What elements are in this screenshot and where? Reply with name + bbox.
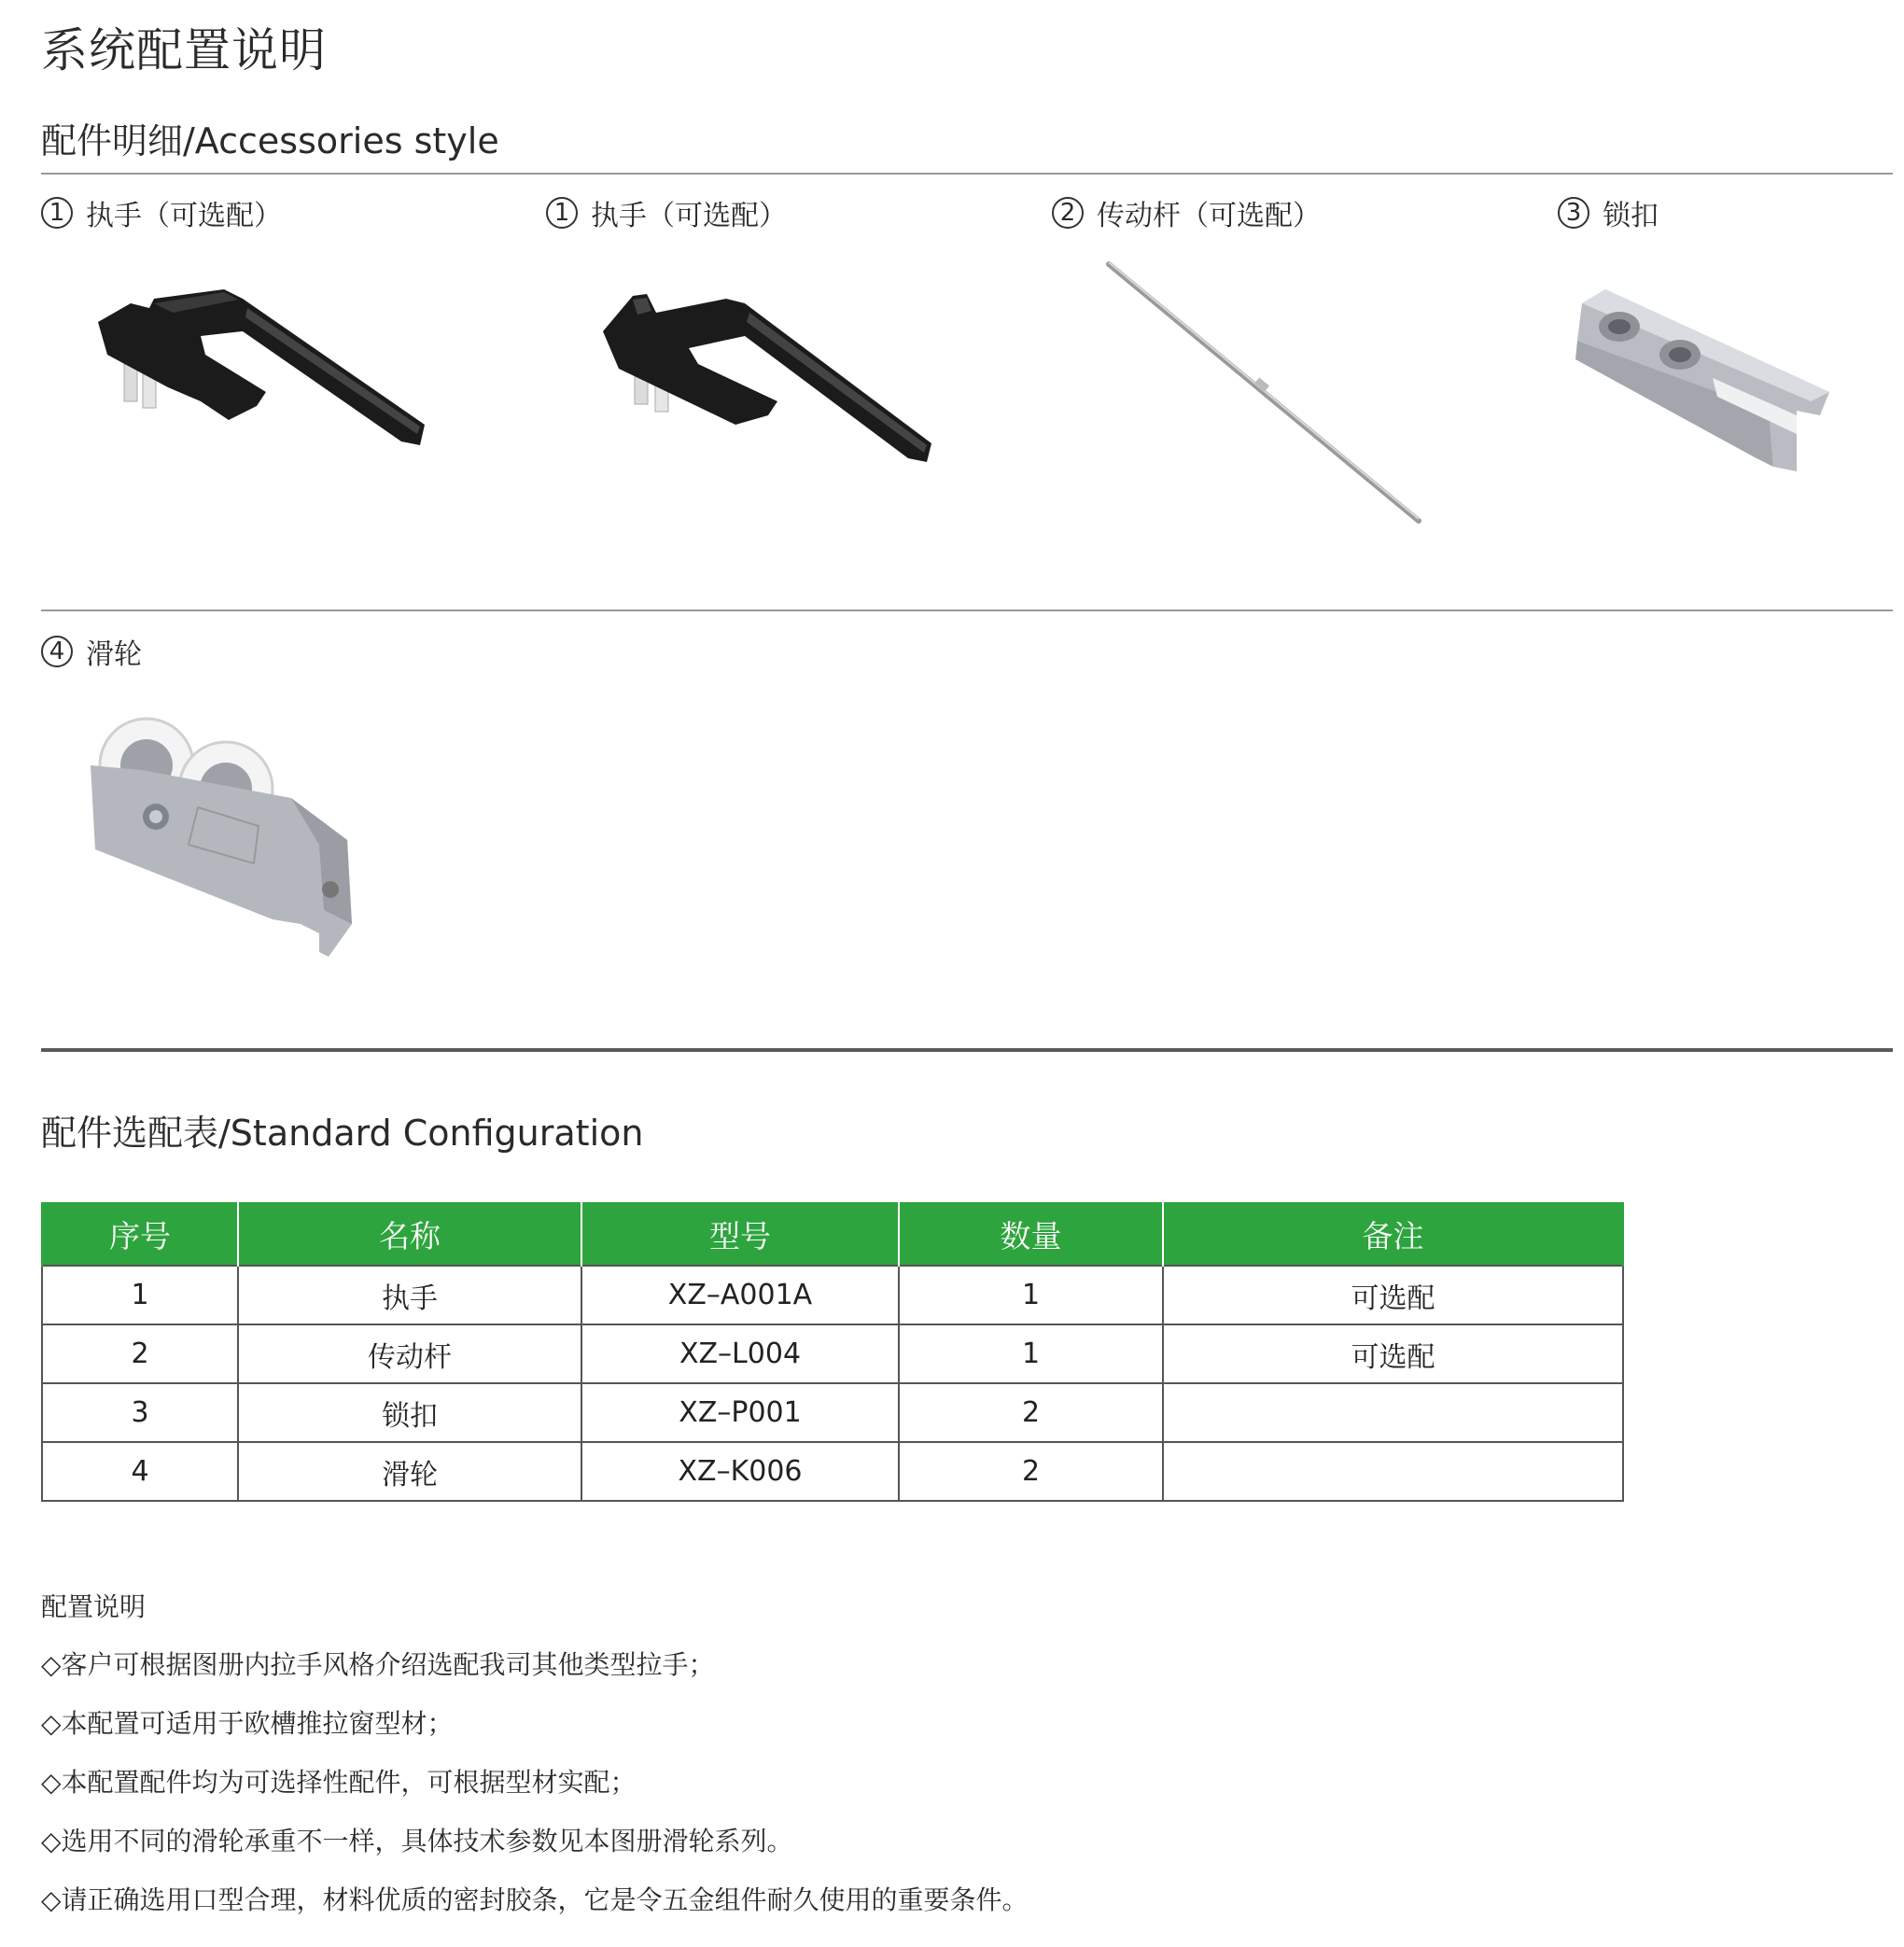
number-badge: 2 <box>1052 197 1084 229</box>
column-header-name: 名称 <box>238 1203 581 1267</box>
cell-name: 滑轮 <box>238 1442 581 1501</box>
number-badge: 4 <box>41 636 73 667</box>
cell-remarks: 可选配 <box>1163 1266 1623 1324</box>
pulley-image <box>86 714 357 966</box>
cell-index: 4 <box>42 1442 238 1501</box>
cell-quantity: 1 <box>899 1324 1163 1383</box>
divider <box>41 173 1893 175</box>
cell-remarks <box>1163 1383 1623 1442</box>
cell-name: 传动杆 <box>238 1324 581 1383</box>
cell-remarks <box>1163 1442 1623 1501</box>
accessory-label-handle-2 <box>546 192 787 233</box>
cell-quantity: 2 <box>899 1442 1163 1501</box>
column-header-model: 型号 <box>581 1203 899 1267</box>
number-badge: 3 <box>1558 197 1589 229</box>
accessory-label-handle-1 <box>41 192 282 233</box>
cell-model: XZ–A001A <box>581 1266 899 1324</box>
number-badge: 1 <box>41 197 73 229</box>
note-item: ◇请正确选用口型合理，材料优质的密封胶条，它是令五金组件耐久使用的重要条件。 <box>41 1884 1029 1915</box>
notes-title: 配置说明 <box>41 1591 147 1622</box>
table-row <box>42 1442 1623 1501</box>
accessory-name: 执手（可选配） <box>591 200 787 232</box>
cell-quantity: 1 <box>899 1266 1163 1324</box>
accessory-label-keeper <box>1558 192 1659 233</box>
column-header-index: 序号 <box>42 1203 238 1267</box>
cell-remarks: 可选配 <box>1163 1324 1623 1383</box>
note-item: ◇本配置配件均为可选择性配件，可根据型材实配； <box>41 1767 637 1798</box>
note-item: ◇本配置可适用于欧槽推拉窗型材； <box>41 1708 454 1739</box>
cell-model: XZ–P001 <box>581 1383 899 1442</box>
accessories-heading: 配件明细/Accessories style <box>41 120 499 161</box>
column-header-quantity: 数量 <box>899 1203 1163 1267</box>
cell-index: 2 <box>42 1324 238 1383</box>
accessory-name: 传动杆（可选配） <box>1097 200 1321 232</box>
table-row <box>42 1383 1623 1442</box>
lock-keeper-image <box>1568 285 1839 481</box>
configuration-heading: 配件选配表/Standard Configuration <box>41 1113 644 1154</box>
handle-image <box>89 285 443 471</box>
table-row <box>42 1324 1623 1383</box>
page-title: 系统配置说明 <box>41 23 327 77</box>
divider <box>41 609 1893 611</box>
note-item: ◇客户可根据图册内拉手风格介绍选配我司其他类型拉手； <box>41 1649 715 1680</box>
cell-name: 执手 <box>238 1266 581 1324</box>
accessory-label-rod <box>1052 192 1321 233</box>
cell-index: 1 <box>42 1266 238 1324</box>
accessory-label-pulley <box>41 631 142 672</box>
cell-index: 3 <box>42 1383 238 1442</box>
configuration-table <box>41 1202 1624 1502</box>
accessory-name: 执手（可选配） <box>86 200 282 232</box>
accessory-name: 锁扣 <box>1603 200 1659 232</box>
note-item: ◇选用不同的滑轮承重不一样，具体技术参数见本图册滑轮系列。 <box>41 1826 793 1856</box>
table-header-row <box>42 1203 1623 1267</box>
cell-model: XZ–L004 <box>581 1324 899 1383</box>
transmission-rod-image <box>1101 259 1423 530</box>
number-badge: 1 <box>546 197 578 229</box>
cell-name: 锁扣 <box>238 1383 581 1442</box>
cell-model: XZ–K006 <box>581 1442 899 1501</box>
column-header-remarks: 备注 <box>1163 1203 1623 1267</box>
cell-quantity: 2 <box>899 1383 1163 1442</box>
accessory-name: 滑轮 <box>86 638 142 671</box>
handle-image <box>595 285 950 471</box>
section-divider <box>41 1048 1893 1052</box>
table-row <box>42 1266 1623 1324</box>
